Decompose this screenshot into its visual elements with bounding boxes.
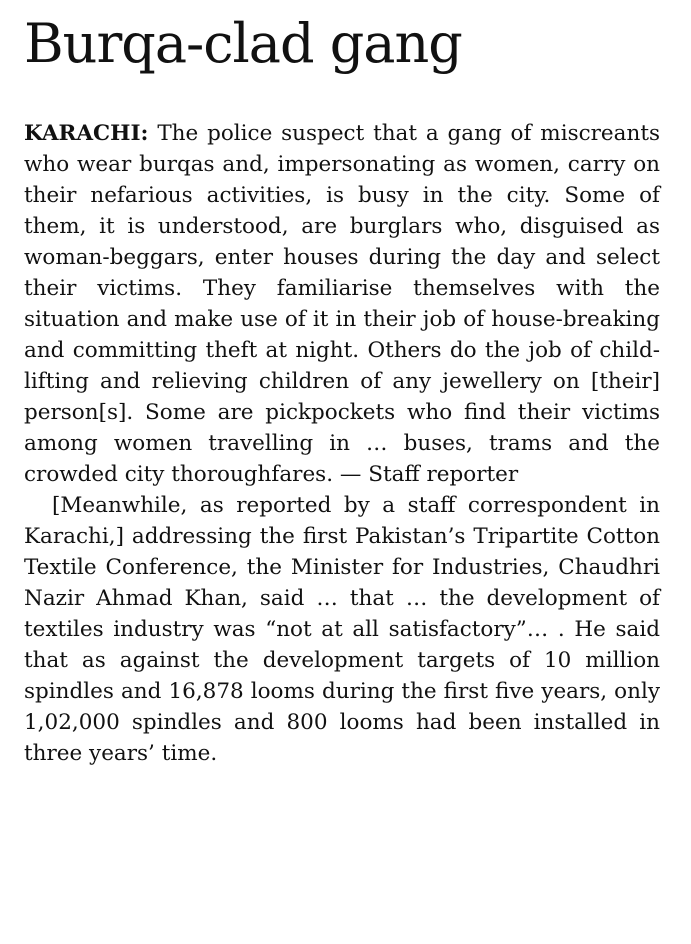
headline: Burqa-clad gang (24, 12, 462, 75)
article-body (24, 118, 660, 769)
paragraph-1 (24, 118, 660, 490)
dateline: KARACHI: (24, 121, 149, 146)
paragraph-2: [Meanwhile, as reported by a staff correspondent in Karachi,] addressing the first Pakistan’s Tripartite Cotton Textile Conference, the Minister for Industries, Chaudhri Nazir Ahmad Khan, said … that … the development of textiles industry was “not at all satisfactory”… . He said that as against the development targets of 10 million spindles and 16,878 looms during the first five years, only 1,02,000 spindles and 800 looms had been installed in three years’ time. (24, 493, 660, 766)
paragraph-1-text: The police suspect that a gang of miscreants who wear burqas and, impersonating as women, carry on their nefarious activities, is busy in the city. Some of them, it is understood, are burglars who, disguised as woman-beggars, enter houses during the day and select their victims. They familiarise themselves with the situation and make use of it in their job of house-breaking and committing theft at night. Others do the job of child-lifting and relieving children of any jewellery on [their] person[s]. Some are pickpockets who find their victims among women travelling in … buses, trams and the crowded city thoroughfares. — Staff reporter (24, 121, 660, 487)
news-article (24, 8, 660, 769)
